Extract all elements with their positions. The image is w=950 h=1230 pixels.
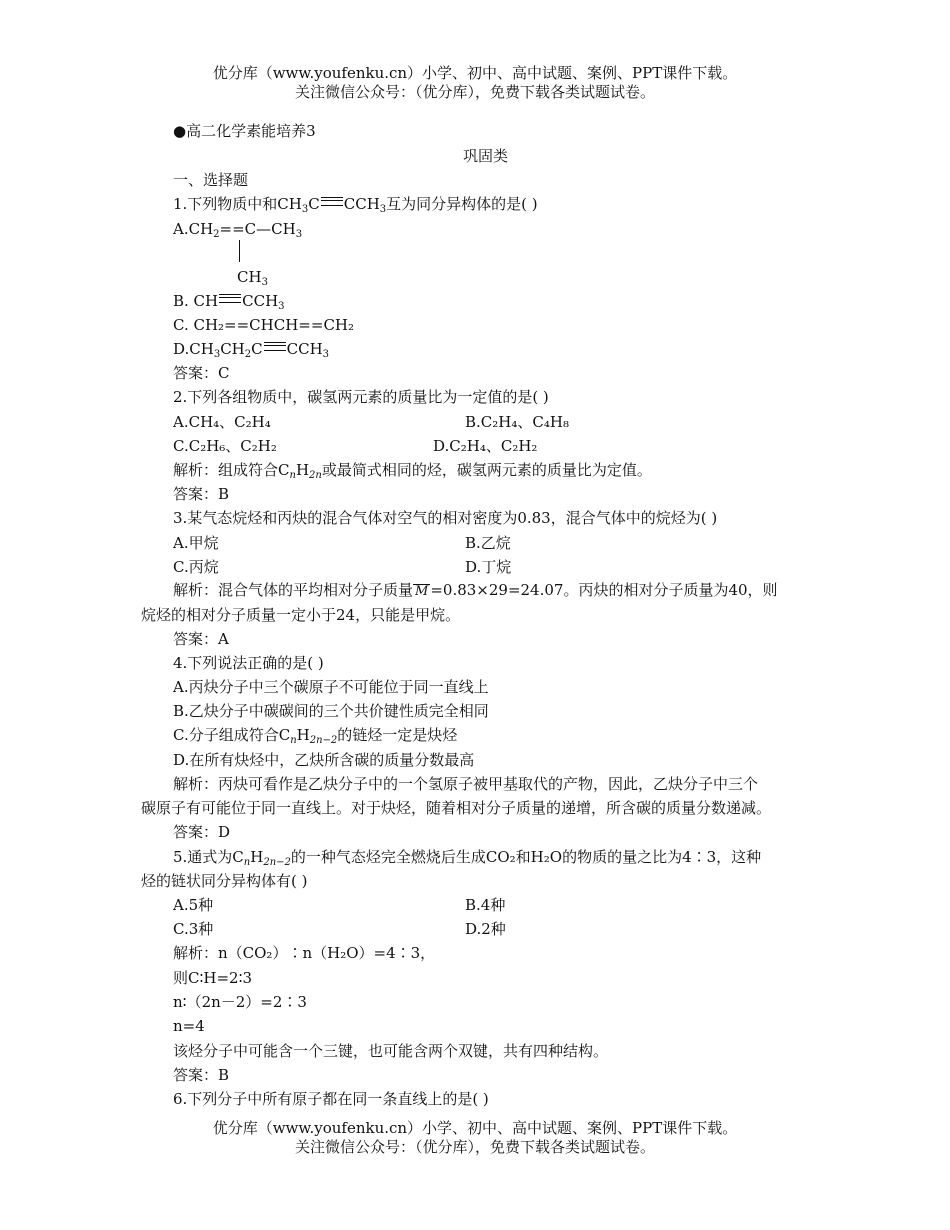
q1-option-d: $D.CH_3CH_2C$ $CCH_3$	[173, 340, 330, 360]
q1-option-a-branch: $CH_3$	[237, 268, 268, 288]
q2-stem: 2.下列各组物质中，碳氢两元素的质量比为一定值的是( )	[173, 388, 549, 406]
q3-stem: 3.某气态烷烃和丙炔的混合气体对空气的相对密度为0.83，混合气体中的烷烃为( )	[173, 509, 718, 527]
q4-option-b: B.乙炔分子中碳碳间的三个共价键性质完全相同	[173, 702, 489, 720]
triple-bond-icon	[321, 197, 343, 206]
q3-option-d: D.丁烷	[465, 558, 512, 576]
q4-analysis-line-2: 碳原子有可能位于同一直线上。对于炔烃，随着相对分子质量的递增，所含碳的质量分数递减。	[141, 799, 772, 817]
q5-analysis-4: n=4	[173, 1017, 205, 1035]
section-heading: 一、选择题	[173, 171, 249, 189]
q4-option-a: A.丙炔分子中三个碳原子不可能位于同一直线上	[173, 678, 489, 696]
q1-option-c: C. CH₂==CHCH==CH₂	[173, 316, 355, 334]
q3-analysis-line-1: 解析：混合气体的平均相对分子质量 M =0.83×29=24.07。丙炔的相对分子质量为40，则	[173, 581, 778, 599]
q6-stem: 6.下列分子中所有原子都在同一条直线上的是( )	[173, 1090, 489, 1108]
q1-option-a: $A.CH_2==C—CH_3$	[173, 220, 303, 240]
q5-analysis-3: n∶（2n－2）=2∶3	[173, 993, 307, 1011]
q5-option-a: A.5种	[173, 896, 214, 914]
header-line-1: 优分库（www.youfenku.cn）小学、初中、高中试题、案例、PPT课件下载。	[212, 64, 738, 82]
q1-stem: 1.下列物质中和$CH_3C$ $CCH_3$互为同分异构体的是( )	[173, 195, 538, 215]
triple-bond-icon	[219, 294, 241, 303]
q4-stem: 4.下列说法正确的是( )	[173, 654, 324, 672]
single-bond-line	[239, 240, 240, 262]
q5-analysis-2: 则C∶H=2∶3	[173, 969, 253, 987]
footer-line-2: 关注微信公众号：（优分库），免费下载各类试题试卷。	[294, 1138, 655, 1156]
q2-answer: 答案：B	[173, 485, 230, 503]
q5-option-d: D.2种	[465, 920, 506, 938]
q4-analysis-line-1: 解析：丙炔可看作是乙炔分子中的一个氢原子被甲基取代的产物，因此，乙炔分子中三个	[173, 775, 759, 793]
header-line-2: 关注微信公众号：（优分库），免费下载各类试题试卷。	[294, 83, 655, 101]
q5-option-c: C.3种	[173, 920, 214, 938]
q4-option-d: D.在所有炔烃中，乙炔所含碳的质量分数最高	[173, 751, 475, 769]
q2-option-c: C.C₂H₆、C₂H₂	[173, 437, 277, 455]
q4-option-c: C.分子组成符合$C_nH_{2n-2}$的链烃一定是炔烃	[173, 726, 458, 746]
triple-bond-icon	[264, 342, 286, 351]
q2-option-d: D.C₂H₄、C₂H₂	[433, 437, 538, 455]
q1-answer: 答案：C	[173, 364, 230, 382]
q2-analysis: 解析：组成符合$C_nH_{2n}$或最简式相同的烃，碳氢两元素的质量比为定值。	[173, 461, 652, 481]
q5-analysis-5: 该烃分子中可能含一个三键，也可能含两个双键，共有四种结构。	[173, 1042, 609, 1060]
q3-answer: 答案：A	[173, 630, 229, 648]
q5-analysis-1: 解析：n（CO₂）∶n（H₂O）=4∶3，	[173, 944, 436, 962]
q5-option-b: B.4种	[465, 896, 506, 914]
q5-stem-line-1: 5.通式为$C_nH_{2n-2}$的一种气态烃完全燃烧后生成CO₂和H₂O的物质的量之比为4∶3，这种	[173, 848, 762, 868]
q2-option-a: A.CH₄、C₂H₄	[173, 413, 271, 431]
q3-option-a: A.甲烷	[173, 534, 219, 552]
footer-line-1: 优分库（www.youfenku.cn）小学、初中、高中试题、案例、PPT课件下载。	[212, 1119, 738, 1137]
q3-analysis-line-2: 烷烃的相对分子质量一定小于24，只能是甲烷。	[141, 606, 461, 624]
q2-option-b: B.C₂H₄、C₄H₈	[465, 413, 569, 431]
q3-option-b: B.乙烷	[465, 534, 511, 552]
doc-title: ●高二化学素能培养3	[173, 122, 316, 140]
q1-option-b: B. CH $CCH_3$	[173, 292, 285, 312]
category-label: 巩固类	[463, 147, 509, 165]
q5-answer: 答案：B	[173, 1066, 230, 1084]
q5-stem-line-2: 烃的链状同分异构体有( )	[141, 872, 308, 890]
q3-option-c: C.丙烷	[173, 558, 219, 576]
q4-answer: 答案：D	[173, 823, 231, 841]
